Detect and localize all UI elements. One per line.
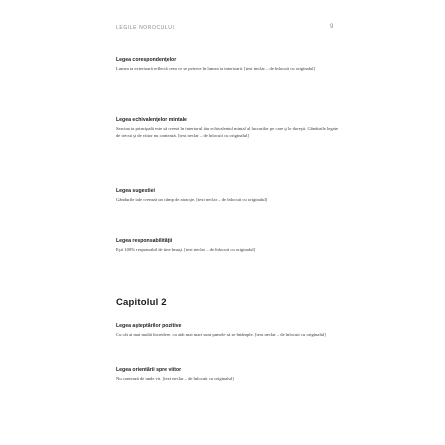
section-title: Legea responsabilităţii	[116, 238, 173, 244]
section-law-of-responsibility	[116, 238, 338, 254]
section-body: Gândurile tale creează un câmp de atracţie. [text neclar – de înlocuit cu originalul]	[116, 197, 268, 202]
running-header: LEGILE NOROCULUI	[116, 25, 175, 31]
section-body: Eşti 100% responsabil de tine însuţi. [text neclar – de înlocuit cu originalul]	[116, 247, 256, 252]
section-body: Nu contează de unde vii. [text neclar – de înlocuit cu originalul]	[116, 376, 234, 381]
section-law-of-future-orientation	[116, 367, 338, 383]
section-title: Legea echivalenţelor mintale	[116, 117, 187, 123]
section-law-of-correspondence	[116, 57, 338, 73]
page-number: 9	[330, 24, 334, 30]
section-body: Cu cât ai mai multă încredere, cu atât mai mari sunt şansele să se întâmple. [text neclar – de înlocuit cu originalul]	[116, 332, 326, 337]
section-title: Legea aşteptărilor pozitive	[116, 323, 182, 329]
section-law-of-positive-expectations	[116, 323, 338, 339]
section-body: Lumea ta exterioară reflectă ceea ce se petrece în lumea ta interioară. [text neclar – de înlocuit cu originalul]	[116, 66, 316, 71]
section-title: Legea corespondenţelor	[116, 57, 177, 63]
section-law-of-suggestion	[116, 188, 338, 204]
section-body: Sarcina ta principală este să creezi în interiorul tău echivalentul mintal al lucrurilor pe care ţi le doreşti. Gândurile legate de trecut şi de viitor nu contează. [text neclar – de înlocuit cu originalul]	[116, 126, 338, 138]
chapter-title: Capitolul 2	[116, 297, 167, 308]
section-law-of-mental-equivalents	[116, 117, 338, 140]
section-title: Legea orientării spre viitor	[116, 367, 182, 373]
section-title: Legea sugestiei	[116, 188, 155, 194]
